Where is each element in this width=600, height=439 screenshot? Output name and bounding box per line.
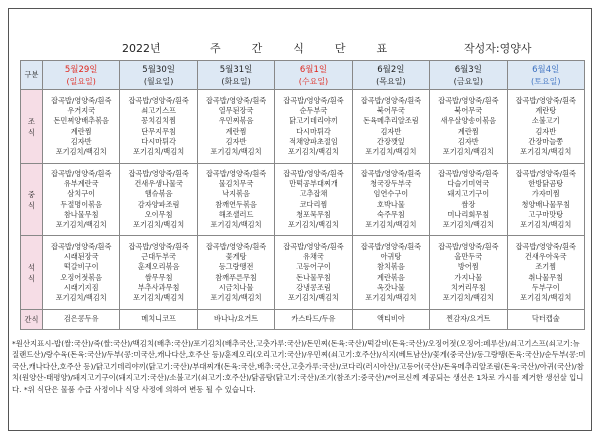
dish-item: 근대두부국 (141, 251, 176, 261)
dish-item: 훈제오리볶음 (137, 262, 180, 272)
origin-notes: *원산지표시-밥(쌀:국산)/죽(쌀:국산)/백김치(배추:국산)/포기김치(배추국산,고춧가루:국산)/돈민찌(돈육:국산)/떡갈비(돈육:국산)/오징어젓(오징어:페루산)/쇠고기스프(쇠고기:뉴질랜드산)/랑수육(돈육:국산)/두부(콩:미국산,캐나다산,호주산 등)/훈제오리(오리고기:국산)/우민찌(쇠고기:호주산)/식지(베트남산)/꽃게(중국산)/동그랑땡(돈육:국산)/순두부(콩:미국산,캐나다산,호주산 등)/닭고기데리야끼(닭고기:국산)/부대찌개(돈육:국산,배추:국산,고춧가루:국산)/코다리(러시아산)/고등어(국산)/돈육메추리알조림(돈육:국산)/아귀(국산)/참치(원양산-태평양)/돼지고기구이(돼지고기:국산)/소불고기(쇠고기:호주산)/닭곰탕(닭고기:국산)/조기(참조기:중국산)/*어르신께 제공되는 생선은 1차로 가시를 제거한 생선살 입니다. *위 식단은 물품 수급 사정이나 식당 사정에 의하여 변동 될 수 있습니다. (12, 339, 586, 394)
meal-label-char: 간식 (24, 315, 39, 324)
dish-item: 닥터캡술 (531, 314, 560, 324)
dish-item: 간장깻잎 (377, 136, 405, 146)
menu-cell (275, 310, 352, 330)
page-title: 주간식단표 (210, 42, 419, 55)
menu-cell (197, 236, 274, 310)
dish-item: 오징어젓볶음 (60, 272, 103, 282)
dish-item: 돈나물무침 (296, 272, 331, 282)
dish-item: 잡곡밥/영양죽/흰죽 (51, 95, 112, 105)
dish-item: 떡갈비구이 (63, 262, 99, 272)
day-header (352, 61, 429, 90)
dish-item: 쌈장 (461, 199, 476, 209)
dish-item: 포기김치/백김치 (133, 293, 185, 303)
day-header (120, 61, 197, 90)
dish-item: 호박나물 (377, 199, 405, 209)
dish-item: 시래기지짐 (63, 282, 99, 292)
meal-label-char: 중 (28, 189, 35, 199)
dish-item: 김자반 (535, 126, 557, 136)
menu-table-body (21, 61, 585, 330)
day-date: 6월2일 (377, 64, 405, 75)
dish-item: 포기김치/백김치 (210, 293, 262, 303)
dish-item: 김자반 (70, 136, 92, 146)
meal-label-char: 석 (28, 262, 35, 272)
dish-item: 올만두국 (454, 251, 483, 261)
dish-item: 햄슈볶음 (144, 189, 173, 199)
dish-item: 닭고기데리야끼 (289, 116, 338, 126)
dish-item: 단무지무침 (141, 126, 176, 136)
day-header (43, 61, 120, 90)
dish-item: 건새우아욱국 (524, 251, 567, 261)
dish-item: 참깨연두볶음 (215, 199, 257, 209)
day-date: 5월31일 (219, 64, 253, 75)
day-header (197, 61, 274, 90)
day-header (430, 61, 507, 90)
dish-item: 잡곡밥/영양죽/흰죽 (205, 95, 267, 105)
menu-cell (430, 310, 507, 330)
menu-cell (275, 164, 352, 236)
dish-item: 포기김치/백김치 (210, 220, 262, 230)
dish-item: 참나물무침 (63, 209, 99, 219)
dish-item: 돈육메추리알조림 (363, 116, 419, 126)
menu-cell (352, 310, 429, 330)
day-weekday: (일요일) (66, 76, 96, 86)
dish-item: 두부구이 (531, 282, 560, 292)
menu-cell (507, 236, 584, 310)
dish-item: 적채양파초절임 (289, 136, 338, 146)
dish-item: 고등어구이 (296, 262, 331, 272)
dish-item: 취나물무침 (528, 272, 564, 282)
dish-item: 잡곡밥/영양죽/흰죽 (128, 168, 189, 178)
meal-label-char: 식 (28, 200, 35, 210)
dish-item: 강냉콩조림 (296, 282, 331, 292)
snack-row (21, 310, 585, 330)
dish-item: 청양배나물무침 (521, 199, 571, 209)
dish-item: 포기김치/백김치 (365, 220, 417, 230)
dish-item: 만떡공부대찌개 (289, 178, 338, 188)
dish-item: 잡곡밥/영양죽/흰죽 (51, 241, 112, 251)
day-weekday: (화요일) (221, 76, 251, 86)
dish-item: 포기김치/백김치 (133, 147, 185, 157)
day-weekday: (수요일) (298, 76, 329, 86)
menu-cell (197, 310, 274, 330)
dish-item: 포기김치/백김치 (365, 147, 417, 157)
menu-cell (43, 164, 120, 236)
menu-cell (43, 236, 120, 310)
dish-item: 카스타드/두유 (291, 314, 336, 324)
dish-item: 소불고기 (531, 116, 560, 126)
dish-item: 쌈무무침 (144, 272, 173, 282)
dish-item: 잡곡밥/영양죽/흰죽 (128, 241, 189, 251)
dish-item: 코다리찜 (299, 199, 328, 209)
dish-item: 포기김치/백김치 (520, 293, 572, 303)
menu-cell (507, 310, 584, 330)
dish-item: 고구마맛탕 (528, 209, 564, 219)
dish-item: 시래된장국 (63, 251, 99, 261)
dish-item: 임연수구이 (373, 189, 409, 199)
year-label: 2022년 (122, 42, 161, 55)
menu-cell (352, 164, 429, 236)
dish-item: 참치볶음 (377, 262, 405, 272)
dish-item: 부추사과무침 (137, 282, 180, 292)
dish-item: 잡곡밥/영양죽/흰죽 (515, 241, 576, 251)
dish-item: 김자반 (225, 136, 247, 146)
lunch-row (21, 164, 585, 236)
menu-cell (197, 90, 274, 164)
dish-item: 고추잡채 (299, 189, 328, 199)
dish-item: 아귀탕 (380, 251, 402, 261)
dish-item: 쇠고기스프 (141, 105, 176, 115)
dish-item: 북어무국 (377, 105, 405, 115)
dish-item: 숙주무침 (377, 209, 405, 219)
dish-item: 가지나물 (454, 272, 483, 282)
day-date: 6월4일 (532, 64, 560, 75)
weekly-menu-table (20, 60, 585, 330)
meal-label-char: 식 (28, 127, 35, 137)
dish-item: 미나리회무침 (447, 209, 490, 219)
dish-item: 잡곡밥/영양죽/흰죽 (515, 95, 576, 105)
dish-item: 시금치나물 (218, 282, 254, 292)
menu-cell (43, 310, 120, 330)
dish-item: 청국장두부국 (370, 178, 412, 188)
dish-item: 계란볶음 (377, 272, 405, 282)
day-weekday: (월요일) (143, 76, 174, 86)
day-weekday: (금요일) (453, 76, 484, 86)
menu-cell (507, 164, 584, 236)
meal-label (21, 90, 43, 164)
dish-item: 찐감자/요거트 (446, 314, 491, 324)
dish-item: 잡곡밥/영양죽/흰죽 (360, 95, 422, 105)
menu-cell (197, 164, 274, 236)
day-weekday: (토요일) (531, 76, 561, 86)
dish-item: 옥갓나물 (377, 282, 405, 292)
dish-item: 잡곡밥/영양죽/흰죽 (283, 241, 344, 251)
dish-item: 유채국 (303, 251, 324, 261)
dish-item: 계란탕 (535, 105, 557, 115)
menu-cell (352, 90, 429, 164)
menu-cell (507, 90, 584, 164)
breakfast-row (21, 90, 585, 164)
dish-item: 치커리무침 (450, 282, 486, 292)
dish-item: 액티비아 (377, 314, 405, 324)
day-date: 6월1일 (299, 64, 328, 75)
dish-item: 포기김치/백김치 (365, 293, 417, 303)
menu-cell (430, 236, 507, 310)
dish-item: 북어무국 (454, 105, 483, 115)
dish-item: 포기김치/백김치 (287, 293, 339, 303)
dish-item: 간장마늘쫑 (528, 136, 564, 146)
dish-item: 방어찜 (457, 262, 479, 272)
dish-item: 다시마튀각 (296, 126, 331, 136)
dish-item: 열무된장국 (218, 105, 254, 115)
meal-label (21, 164, 43, 236)
dish-item: 포기김치/백김치 (442, 220, 494, 230)
day-date: 5월30일 (142, 64, 175, 75)
menu-cell (120, 90, 197, 164)
dish-item: 물김치무국 (218, 178, 254, 188)
day-header (275, 61, 352, 90)
meal-label-char: 식 (28, 273, 35, 283)
dish-item: 잡곡밥/영양죽/흰죽 (205, 168, 267, 178)
dish-item: 등그랑땡전 (218, 262, 254, 272)
dish-item: 다시마튀각 (141, 136, 176, 146)
dish-item: 삼치구이 (67, 189, 96, 199)
dish-item: 돼지고기구이 (447, 189, 490, 199)
dish-item: 잡곡밥/영양죽/흰죽 (360, 168, 422, 178)
day-date: 6월3일 (454, 64, 482, 75)
dish-item: 포기김치/백김치 (442, 147, 494, 157)
dish-item: 김자반 (380, 126, 402, 136)
dish-item: 포기김치/백김치 (210, 147, 262, 157)
dish-item: 잡곡밥/영양죽/흰죽 (128, 95, 189, 105)
dish-item: 꽁치김치찜 (141, 116, 176, 126)
dish-item: 순두부국 (299, 105, 328, 115)
dish-item: 유부계란국 (63, 178, 99, 188)
meal-label-char: 조 (28, 116, 35, 126)
menu-cell (120, 164, 197, 236)
dish-item: 잡곡밥/영양죽/흰죽 (283, 95, 344, 105)
dish-item: 포기김치/백김치 (287, 147, 339, 157)
dish-item: 가자미찜 (531, 189, 560, 199)
dish-item: 참깨푸른무침 (215, 272, 257, 282)
dish-item: 포기김치/백김치 (55, 220, 107, 230)
title-row (24, 38, 584, 56)
dish-item: 꽃게탕 (225, 251, 247, 261)
dish-item: 잡곡밥/영양죽/흰죽 (51, 168, 112, 178)
menu-cell (275, 236, 352, 310)
dish-item: 조기찜 (535, 262, 557, 272)
dish-item: 계란찜 (457, 126, 479, 136)
dinner-row (21, 236, 585, 310)
dish-item: 우거지국 (67, 105, 96, 115)
dish-item: 다슬기미역국 (447, 178, 490, 188)
meal-label (21, 310, 43, 330)
dish-item: 검은콩두유 (63, 314, 99, 324)
dish-item: 잡곡밥/영양죽/흰죽 (438, 241, 499, 251)
dish-item: 청포묵무침 (296, 209, 331, 219)
header-row (21, 61, 585, 90)
dish-item: 오이무침 (144, 209, 173, 219)
dish-item: 감자양파조림 (137, 199, 180, 209)
day-header (507, 61, 584, 90)
menu-cell (430, 164, 507, 236)
dish-item: 잡곡밥/영양죽/흰죽 (360, 241, 422, 251)
dish-item: 새우살양송이볶음 (440, 116, 497, 126)
dish-item: 계란찜 (70, 126, 92, 136)
dish-item: 바나나/요거트 (214, 314, 259, 324)
dish-item: 돈민찌양배추볶음 (53, 116, 109, 126)
dish-item: 잡곡밥/영양죽/흰죽 (283, 168, 344, 178)
dish-item: 포기김치/백김치 (520, 220, 572, 230)
day-weekday: (목요일) (376, 76, 406, 86)
menu-cell (275, 90, 352, 164)
dish-item: 김자반 (457, 136, 479, 146)
menu-cell (352, 236, 429, 310)
dish-item: 잡곡밥/영양죽/흰죽 (205, 241, 267, 251)
dish-item: 포기김치/백김치 (55, 147, 107, 157)
dish-item: 낙지볶음 (222, 189, 250, 199)
menu-cell (43, 90, 120, 164)
dish-item: 잡곡밥/영양죽/흰죽 (515, 168, 576, 178)
day-date: 5월29일 (64, 64, 98, 75)
dish-item: 메치니코프 (141, 314, 176, 324)
dish-item: 포기김치/백김치 (442, 293, 494, 303)
dish-item: 잡곡밥/영양죽/흰죽 (438, 168, 499, 178)
menu-cell (430, 90, 507, 164)
dish-item: 계란찜 (225, 126, 247, 136)
writer-label: 작성자:영양사 (464, 42, 532, 55)
dish-item: 포기김치/백김치 (287, 220, 339, 230)
menu-cell (120, 236, 197, 310)
dish-item: 포기김치/백김치 (520, 147, 572, 157)
dish-item: 두절명이볶음 (60, 199, 103, 209)
dish-item: 포기김치/백김치 (133, 220, 185, 230)
dish-item: 건새우생나물국 (134, 178, 183, 188)
dish-item: 해조샐러드 (218, 209, 254, 219)
corner-label: 구분 (21, 61, 43, 90)
dish-item: 한방닭곰탕 (528, 178, 564, 188)
meal-label (21, 236, 43, 310)
dish-item: 잡곡밥/영양죽/흰죽 (438, 95, 499, 105)
menu-cell (120, 310, 197, 330)
dish-item: 우민찌볶음 (218, 116, 254, 126)
dish-item: 포기김치/백김치 (55, 293, 107, 303)
